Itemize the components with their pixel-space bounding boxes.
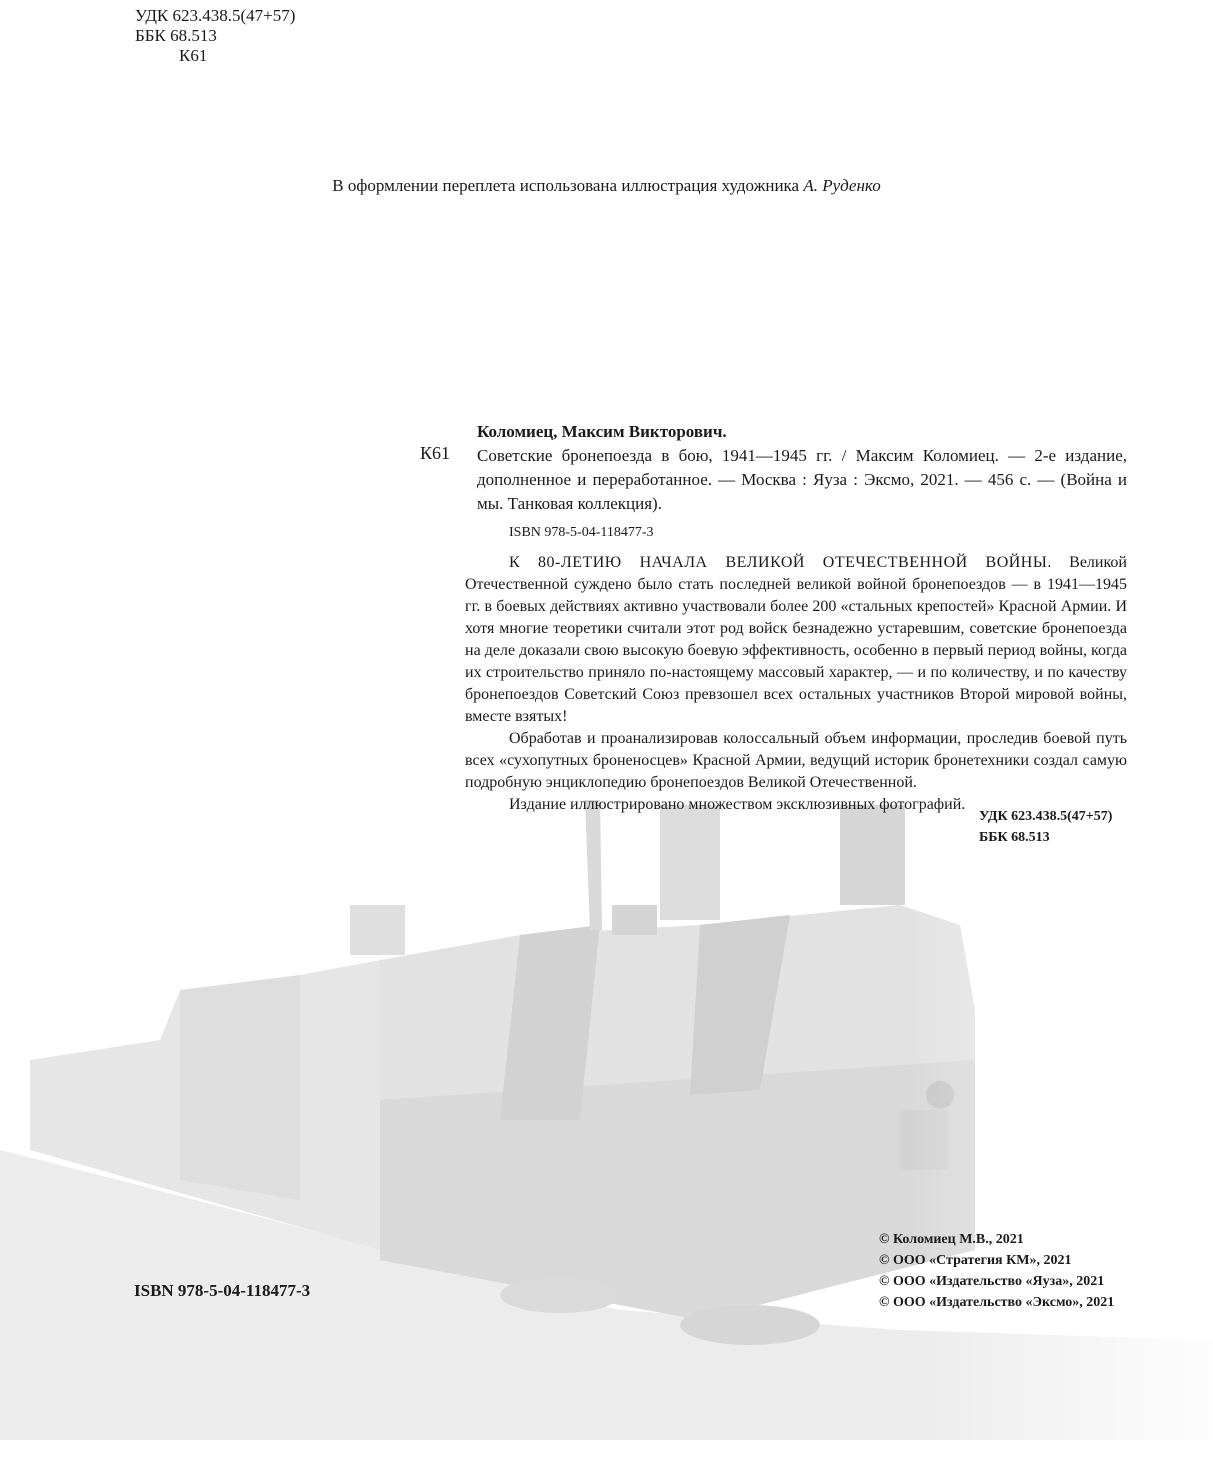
isbn-record: ISBN 978-5-04-118477-3: [509, 525, 654, 540]
copyright-line: © Коломиец М.В., 2021: [879, 1232, 1024, 1247]
copyright-line: © ООО «Издательство «Яуза», 2021: [879, 1274, 1105, 1289]
annotation-heading: К 80-ЛЕТИЮ НАЧАЛА ВЕЛИКОЙ ОТЕЧЕСТВЕННОЙ ВОЙНЫ.: [509, 554, 1052, 571]
udk-code-right: УДК 623.438.5(47+57): [979, 809, 1113, 824]
bibliography-author-mark: К61: [420, 443, 451, 463]
bibliographic-entry: Советские бронепоезда в бою, 1941—1945 гг. / Максим Коломиец. — 2-е издание, дополненное и переработанное. — Москва : Яуза : Эксмо, 2021. — 456 с. — (Война и мы. Танковая коллекция).: [477, 446, 1127, 513]
annotation-paragraph-1: [465, 552, 1127, 728]
artist-name: А. Руденко: [803, 176, 881, 195]
copyright-line: © ООО «Издательство «Эксмо», 2021: [879, 1295, 1115, 1310]
credit-text: В оформлении переплета использована иллюстрация художника: [332, 176, 804, 195]
udk-code: УДК 623.438.5(47+57): [135, 6, 296, 25]
annotation-text-1: Великой Отечественной суждено было стать последней великой войной бронепоездов — в 1941—1945 гг. в боевых действиях активно участвовали более 200 «стальных крепостей» Красной Армии. И хотя многие теоретики считали этот род войск безнадежно устаревшим, советские бронепоезда на деле доказали свою высокую боевую эффективность, особенно в первый период войны, когда их строительство приняло по-настоящему массовый характер, — и по количеству, и по качеству бронепоездов Советский Союз превзошел всех остальных участников Второй мировой войны, вместе взятых!: [465, 554, 1127, 725]
annotation-paragraph-2: Обработав и проанализировав колоссальный объем информации, проследив боевой путь всех «сухопутных броненосцев» Красной Армии, ведущий историк бронетехники создал самую подробную энциклопедию бронепоездов Великой Отечественной.: [465, 730, 1127, 791]
cover-illustration-credit: [0, 176, 1213, 196]
author-mark: К61: [179, 46, 208, 65]
bbk-code-right: ББК 68.513: [979, 830, 1050, 845]
annotation: [465, 552, 1127, 816]
right-classification-codes: [979, 806, 1112, 848]
copyright-block: [879, 1229, 1114, 1313]
copyright-line: © ООО «Стратегия КМ», 2021: [879, 1253, 1072, 1268]
top-classification-codes: [135, 6, 295, 66]
author-name: Коломиец, Максим Викторович.: [477, 422, 727, 441]
isbn-main: ISBN 978-5-04-118477-3: [134, 1281, 311, 1300]
annotation-paragraph-3: Издание иллюстрировано множеством эксклюзивных фотографий.: [509, 796, 966, 813]
bibliographic-record: [477, 420, 1127, 516]
bbk-code: ББК 68.513: [135, 26, 217, 45]
